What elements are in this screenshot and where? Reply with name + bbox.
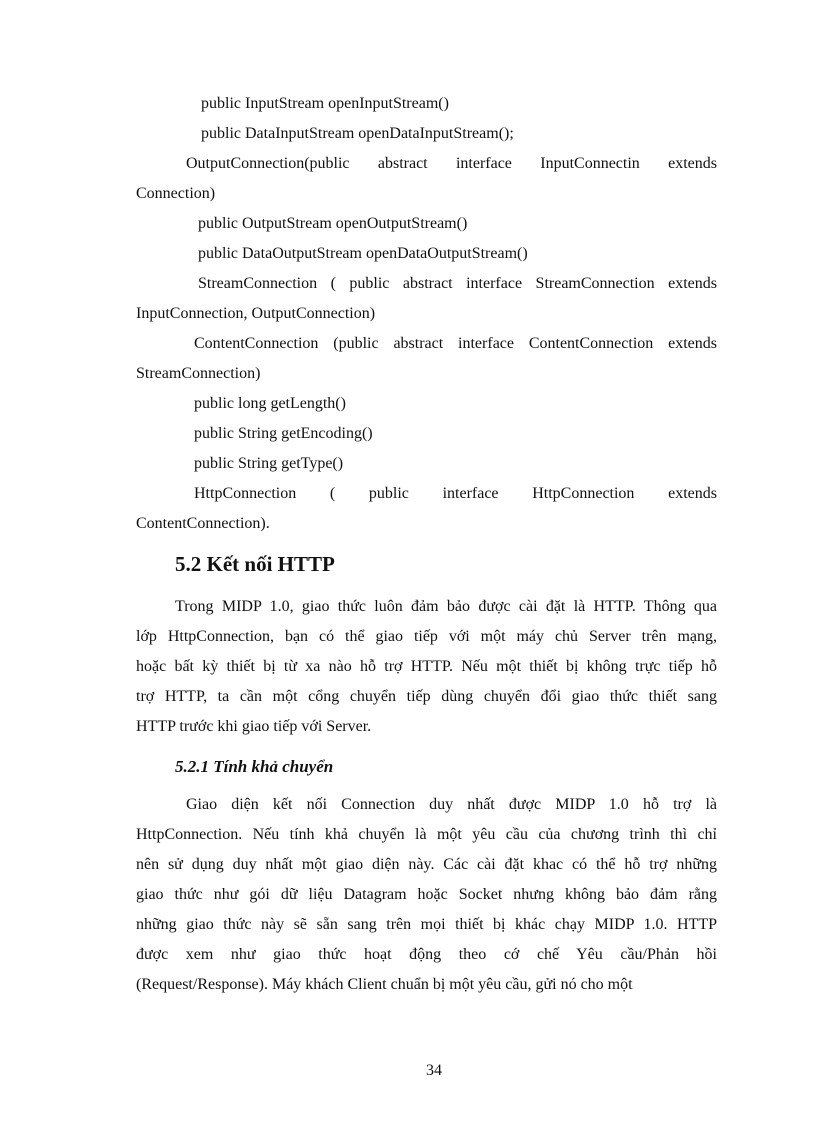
- paragraph-line: những giao thức này sẽ sẵn sang trên mọi thiết bị khác chạy MIDP 1.0. HTTP: [136, 916, 717, 933]
- paragraph-line: lớp HttpConnection, bạn có thể giao tiếp với một máy chủ Server trên mạng,: [136, 628, 717, 645]
- code-line: public long getLength(): [194, 395, 346, 412]
- code-line: public DataInputStream openDataInputStream();: [201, 125, 514, 142]
- paragraph-line: giao thức như gói dữ liệu Datagram hoặc Socket nhưng không bảo đảm rằng: [136, 886, 717, 903]
- code-line: InputConnection, OutputConnection): [136, 305, 376, 322]
- code-line: public String getType(): [194, 455, 344, 472]
- code-line: public DataOutputStream openDataOutputStream(): [198, 245, 528, 262]
- code-line: public OutputStream openOutputStream(): [198, 215, 468, 232]
- paragraph-line: trợ HTTP, ta cần một cổng chuyển tiếp dùng chuyển đổi giao thức thiết sang: [136, 688, 717, 705]
- code-line: Connection): [136, 185, 216, 202]
- subsection-heading: 5.2.1 Tính khả chuyển: [175, 757, 334, 776]
- paragraph-line: Trong MIDP 1.0, giao thức luôn đảm bảo được cài đặt là HTTP. Thông qua: [175, 598, 717, 615]
- code-line: public String getEncoding(): [194, 425, 373, 442]
- paragraph-line: HttpConnection. Nếu tính khả chuyển là một yêu cầu của chương trình thì chỉ: [136, 826, 717, 843]
- paragraph-line: được xem như giao thức hoạt động theo cớ chế Yêu cầu/Phản hồi: [136, 946, 717, 963]
- paragraph-line: nên sử dụng duy nhất một giao diện này. Các cài đặt khac có thể hỗ trợ những: [136, 856, 717, 873]
- paragraph-line: hoặc bất kỳ thiết bị từ xa nào hỗ trợ HTTP. Nếu một thiết bị không trực tiếp hỗ: [136, 658, 717, 675]
- code-line: StreamConnection): [136, 365, 261, 382]
- code-line: public InputStream openInputStream(): [201, 95, 449, 112]
- code-line: HttpConnection ( public interface HttpConnection extends: [194, 485, 717, 502]
- code-line: StreamConnection ( public abstract interface StreamConnection extends: [198, 275, 717, 292]
- code-line: OutputConnection(public abstract interface InputConnectin extends: [186, 155, 717, 172]
- paragraph-line: HTTP trước khi giao tiếp với Server.: [136, 718, 372, 735]
- code-line: ContentConnection).: [136, 515, 270, 532]
- code-line: ContentConnection (public abstract interface ContentConnection extends: [194, 335, 717, 352]
- paragraph-line: Giao diện kết nối Connection duy nhất được MIDP 1.0 hỗ trợ là: [186, 796, 717, 813]
- page-number: 34: [426, 1062, 442, 1079]
- paragraph-line: (Request/Response). Máy khách Client chuẩn bị một yêu cầu, gửi nó cho một: [136, 976, 633, 993]
- section-heading: 5.2 Kết nối HTTP: [175, 552, 335, 576]
